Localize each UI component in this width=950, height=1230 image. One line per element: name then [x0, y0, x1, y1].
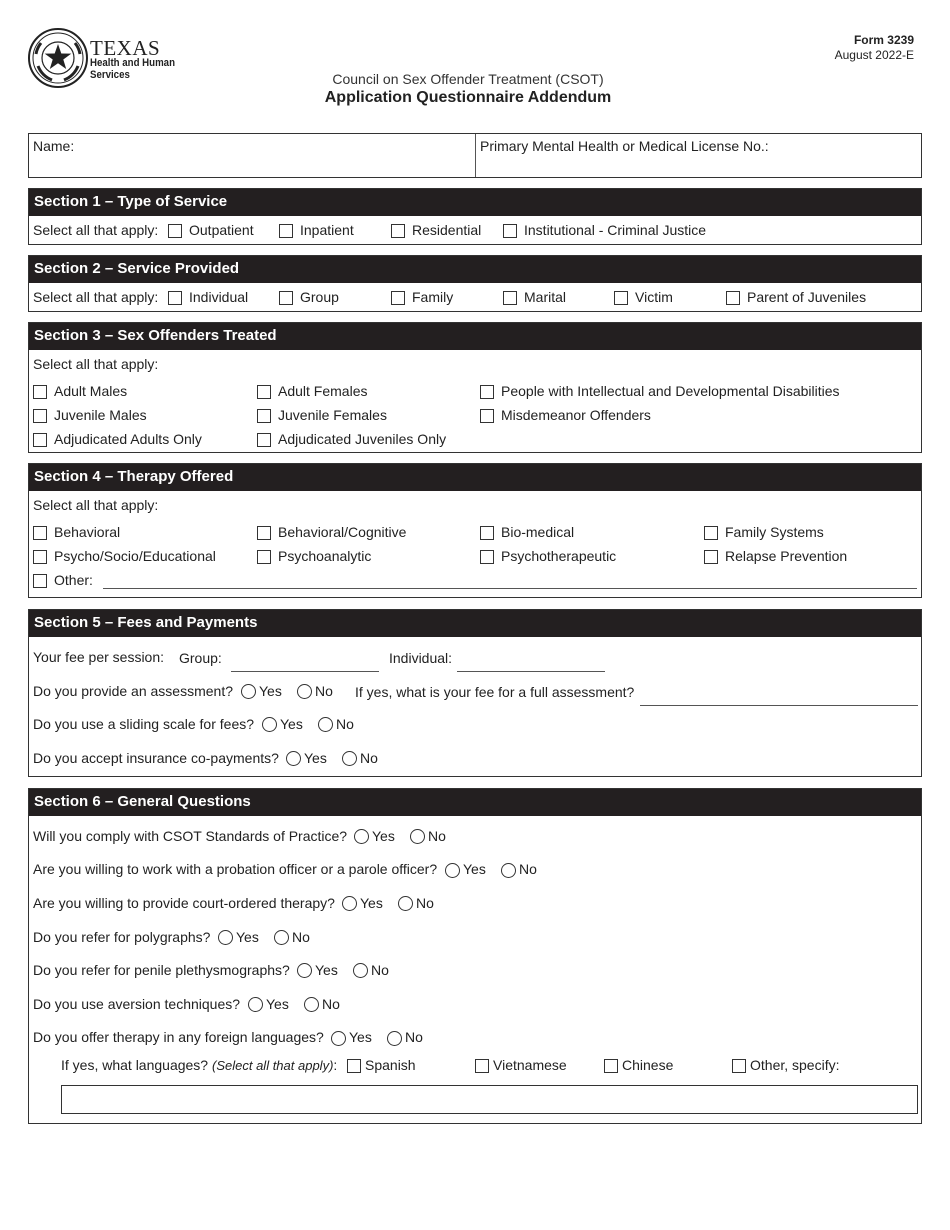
name-field[interactable]: [29, 134, 475, 177]
court-ordered-no-label: No: [416, 895, 434, 911]
behavioral-cognitive-checkbox[interactable]: [257, 526, 271, 540]
probation-question: Are you willing to work with a probation officer or a parole officer?: [33, 861, 438, 877]
languages-prompt-text: If yes, what languages?: [61, 1057, 209, 1073]
behavioral-checkbox[interactable]: [33, 526, 47, 540]
psychotherapeutic-label: Psychotherapeutic: [501, 548, 617, 564]
section-3: [28, 322, 922, 453]
inpatient-checkbox[interactable]: [279, 224, 293, 238]
assessment-yes-label: Yes: [259, 683, 282, 699]
section-3-prompt: Select all that apply:: [33, 356, 159, 372]
court-ordered-yes-radio[interactable]: [342, 896, 357, 911]
relapse-prevention-label: Relapse Prevention: [725, 548, 848, 564]
section-6: [28, 788, 922, 1124]
sliding-scale-question: Do you use a sliding scale for fees?: [33, 716, 255, 732]
section-6-title: Section 6 – General Questions: [29, 789, 921, 816]
sliding-scale-no-label: No: [336, 716, 354, 732]
probation-no-label: No: [519, 861, 537, 877]
idd-checkbox[interactable]: [480, 385, 494, 399]
assessment-fee-question: If yes, what is your fee for a full assessment?: [355, 684, 635, 700]
adult-males-checkbox[interactable]: [33, 385, 47, 399]
psychoanalytic-label: Psychoanalytic: [278, 548, 372, 564]
assessment-question: Do you provide an assessment?: [33, 683, 233, 699]
page-header: [0, 71, 936, 107]
comply-standards-no-label: No: [428, 828, 446, 844]
spanish-label: Spanish: [365, 1057, 416, 1073]
chinese-checkbox[interactable]: [604, 1059, 618, 1073]
section-2-prompt: Select all that apply:: [33, 289, 159, 305]
fee-per-session-label: Your fee per session:: [33, 649, 165, 665]
juvenile-males-checkbox[interactable]: [33, 409, 47, 423]
plethysmographs-question: Do you refer for penile plethysmographs?: [33, 962, 290, 978]
agency-name: TEXAS: [90, 36, 161, 60]
vietnamese-label: Vietnamese: [493, 1057, 567, 1073]
insurance-no-label: No: [360, 750, 378, 766]
section-2: [28, 255, 922, 312]
parent-of-juveniles-checkbox[interactable]: [726, 291, 740, 305]
inpatient-label: Inpatient: [300, 222, 354, 238]
adult-females-label: Adult Females: [278, 383, 368, 399]
sliding-scale-yes-radio[interactable]: [262, 717, 277, 732]
insurance-no-radio[interactable]: [342, 751, 357, 766]
marital-checkbox[interactable]: [503, 291, 517, 305]
license-label: Primary Mental Health or Medical License No.:: [480, 138, 769, 154]
section-1-prompt: Select all that apply:: [33, 222, 159, 238]
assessment-fee-field[interactable]: [640, 705, 918, 706]
adult-males-label: Adult Males: [54, 383, 128, 399]
form-date: August 2022-E: [834, 48, 914, 62]
adjudicated-juveniles-checkbox[interactable]: [257, 433, 271, 447]
psychotherapeutic-checkbox[interactable]: [480, 550, 494, 564]
foreign-languages-yes-radio[interactable]: [331, 1031, 346, 1046]
page-title: Application Questionnaire Addendum: [324, 89, 612, 106]
victim-label: Victim: [635, 289, 673, 305]
group-label: Group: [300, 289, 339, 305]
family-systems-checkbox[interactable]: [704, 526, 718, 540]
adjudicated-juveniles-label: Adjudicated Juveniles Only: [278, 431, 447, 447]
assessment-no-radio[interactable]: [297, 684, 312, 699]
vietnamese-checkbox[interactable]: [475, 1059, 489, 1073]
foreign-languages-no-radio[interactable]: [387, 1031, 402, 1046]
council-name: Council on Sex Offender Treatment (CSOT): [332, 71, 604, 87]
individual-checkbox[interactable]: [168, 291, 182, 305]
outpatient-label: Outpatient: [189, 222, 254, 238]
insurance-yes-radio[interactable]: [286, 751, 301, 766]
section-2-title: Section 2 – Service Provided: [29, 256, 921, 283]
plethysmographs-yes-radio[interactable]: [297, 963, 312, 978]
adjudicated-adults-label: Adjudicated Adults Only: [54, 431, 202, 447]
juvenile-females-label: Juvenile Females: [278, 407, 387, 423]
assessment-yes-radio[interactable]: [241, 684, 256, 699]
sliding-scale-no-radio[interactable]: [318, 717, 333, 732]
other-language-label: Other, specify:: [750, 1057, 840, 1073]
adult-females-checkbox[interactable]: [257, 385, 271, 399]
juvenile-males-label: Juvenile Males: [54, 407, 147, 423]
name-label: Name:: [33, 138, 75, 154]
other-language-checkbox[interactable]: [732, 1059, 746, 1073]
group-fee-label: Group:: [179, 650, 222, 666]
bio-medical-label: Bio-medical: [501, 524, 575, 540]
section-3-title: Section 3 – Sex Offenders Treated: [29, 323, 921, 350]
aversion-no-radio[interactable]: [304, 997, 319, 1012]
victim-checkbox[interactable]: [614, 291, 628, 305]
section-5-title: Section 5 – Fees and Payments: [29, 610, 921, 637]
behavioral-cognitive-label: Behavioral/Cognitive: [278, 524, 407, 540]
assessment-no-label: No: [315, 683, 333, 699]
misdemeanor-label: Misdemeanor Offenders: [501, 407, 651, 423]
misdemeanor-checkbox[interactable]: [480, 409, 494, 423]
aversion-no-label: No: [322, 996, 340, 1012]
residential-label: Residential: [412, 222, 482, 238]
other-language-input[interactable]: [61, 1085, 918, 1114]
bio-medical-checkbox[interactable]: [480, 526, 494, 540]
comply-standards-question: Will you comply with CSOT Standards of Practice?: [33, 828, 348, 844]
section-1: [28, 188, 922, 245]
plethysmographs-no-radio[interactable]: [353, 963, 368, 978]
form-number: Form 3239: [853, 33, 914, 47]
form-number-block: [835, 33, 914, 63]
psychoanalytic-checkbox[interactable]: [257, 550, 271, 564]
residential-checkbox[interactable]: [391, 224, 405, 238]
chinese-label: Chinese: [622, 1057, 674, 1073]
group-fee-field[interactable]: [231, 671, 379, 672]
languages-hint: (Select all that apply): [212, 1058, 334, 1073]
applicant-info: [28, 133, 922, 178]
sliding-scale-yes-label: Yes: [280, 716, 303, 732]
agency-subtitle-line1: Health and Human: [90, 57, 175, 69]
individual-label: Individual: [189, 289, 249, 305]
group-checkbox[interactable]: [279, 291, 293, 305]
relapse-prevention-checkbox[interactable]: [704, 550, 718, 564]
probation-no-radio[interactable]: [501, 863, 516, 878]
family-label: Family: [412, 289, 454, 305]
parent-of-juveniles-label: Parent of Juveniles: [747, 289, 867, 305]
insurance-question: Do you accept insurance co-payments?: [33, 750, 279, 766]
behavioral-label: Behavioral: [54, 524, 121, 540]
aversion-question: Do you use aversion techniques?: [33, 996, 241, 1012]
psycho-socio-educational-label: Psycho/Socio/Educational: [54, 548, 216, 564]
polygraphs-yes-radio[interactable]: [218, 930, 233, 945]
polygraphs-no-radio[interactable]: [274, 930, 289, 945]
probation-yes-radio[interactable]: [445, 863, 460, 878]
foreign-languages-question: Do you offer therapy in any foreign languages?: [33, 1029, 324, 1045]
family-checkbox[interactable]: [391, 291, 405, 305]
spanish-checkbox[interactable]: [347, 1059, 361, 1073]
section-4: [28, 463, 922, 598]
court-ordered-question: Are you willing to provide court-ordered therapy?: [33, 895, 335, 911]
aversion-yes-label: Yes: [266, 996, 289, 1012]
idd-label: People with Intellectual and Developmental Disabilities: [501, 383, 840, 399]
institutional-checkbox[interactable]: [503, 224, 517, 238]
court-ordered-yes-label: Yes: [360, 895, 383, 911]
plethysmographs-no-label: No: [371, 962, 389, 978]
court-ordered-no-radio[interactable]: [398, 896, 413, 911]
other-therapy-checkbox[interactable]: [33, 574, 47, 588]
agency-subtitle-line2: Services: [90, 69, 130, 81]
institutional-label: Institutional - Criminal Justice: [524, 222, 707, 238]
adjudicated-adults-checkbox[interactable]: [33, 433, 47, 447]
comply-standards-yes-label: Yes: [372, 828, 395, 844]
other-therapy-field[interactable]: [103, 588, 917, 589]
foreign-languages-yes-label: Yes: [349, 1029, 372, 1045]
psycho-socio-educational-checkbox[interactable]: [33, 550, 47, 564]
foreign-languages-no-label: No: [405, 1029, 423, 1045]
comply-standards-no-radio[interactable]: [410, 829, 425, 844]
section-5: [28, 609, 922, 777]
other-therapy-label: Other:: [54, 572, 93, 588]
polygraphs-yes-label: Yes: [236, 929, 259, 945]
juvenile-females-checkbox[interactable]: [257, 409, 271, 423]
section-4-title: Section 4 – Therapy Offered: [29, 464, 921, 491]
individual-fee-label: Individual:: [389, 650, 453, 666]
section-1-title: Section 1 – Type of Service: [29, 189, 921, 216]
license-field[interactable]: [476, 134, 922, 177]
insurance-yes-label: Yes: [304, 750, 327, 766]
family-systems-label: Family Systems: [725, 524, 824, 540]
polygraphs-no-label: No: [292, 929, 310, 945]
polygraphs-question: Do you refer for polygraphs?: [33, 929, 211, 945]
plethysmographs-yes-label: Yes: [315, 962, 338, 978]
section-4-prompt: Select all that apply:: [33, 497, 159, 513]
probation-yes-label: Yes: [463, 861, 486, 877]
outpatient-checkbox[interactable]: [168, 224, 182, 238]
marital-label: Marital: [524, 289, 567, 305]
individual-fee-field[interactable]: [457, 671, 605, 672]
languages-prompt: [61, 1057, 337, 1073]
comply-standards-yes-radio[interactable]: [354, 829, 369, 844]
aversion-yes-radio[interactable]: [248, 997, 263, 1012]
languages-colon: :: [333, 1057, 338, 1073]
